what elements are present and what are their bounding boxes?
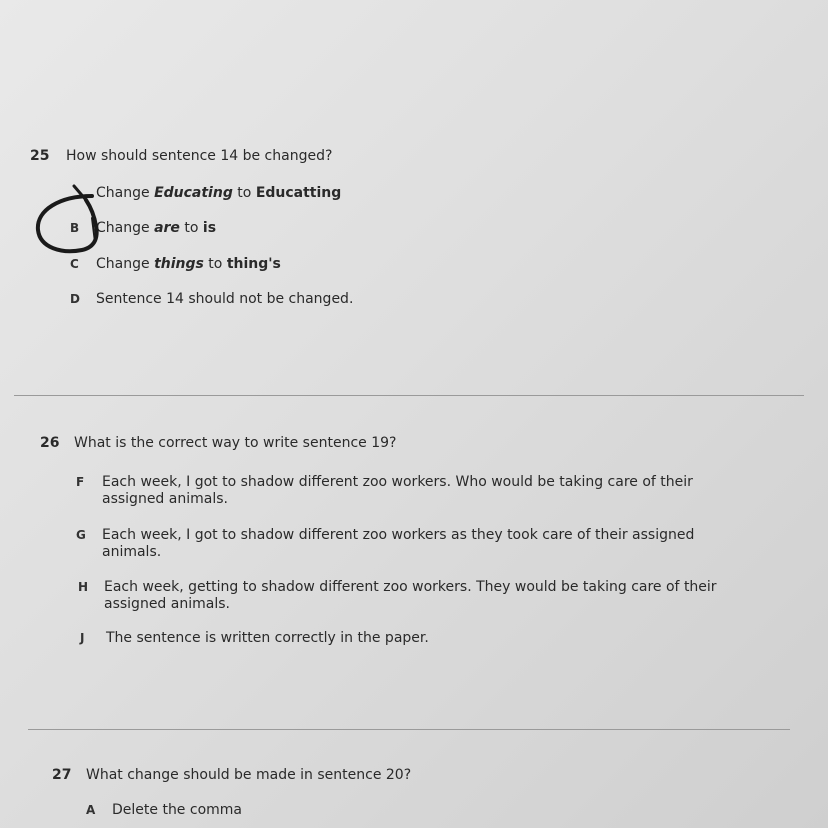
question-prompt: What is the correct way to write sentence 19?: [74, 435, 397, 451]
question-26-header: [40, 435, 396, 451]
option-letter: H: [78, 580, 89, 594]
option-text: Each week, I got to shadow different zoo workers. Who would be taking care of their assigned animals.: [102, 474, 693, 507]
question-number: 27: [52, 767, 72, 783]
question-27-header: [52, 767, 411, 783]
option-text: Change Educating to Educatting: [96, 185, 342, 201]
option-letter: J: [80, 631, 85, 645]
option-text: Each week, getting to shadow different zoo workers. They would be taking care of their assigned animals.: [104, 579, 717, 612]
question-prompt: How should sentence 14 be changed?: [66, 148, 333, 164]
option-letter: F: [76, 475, 85, 489]
question-number: 26: [40, 435, 60, 451]
option-letter: A: [86, 803, 96, 817]
option-text: Sentence 14 should not be changed.: [96, 291, 354, 307]
question-number: 25: [30, 148, 50, 164]
section-divider: [28, 729, 790, 730]
option-letter: D: [70, 292, 80, 306]
answer-option-h[interactable]: [78, 579, 728, 613]
answer-option-a[interactable]: [86, 802, 242, 818]
option-text: Each week, I got to shadow different zoo workers as they took care of their assigned animals.: [102, 527, 695, 560]
option-letter: B: [70, 221, 80, 235]
option-letter: C: [70, 257, 79, 271]
answer-option-f[interactable]: [76, 474, 726, 508]
option-text: Change are to is: [96, 220, 217, 236]
section-divider: [14, 395, 804, 396]
option-text: The sentence is written correctly in the paper.: [106, 630, 429, 646]
option-letter: G: [76, 528, 86, 542]
option-text: Delete the comma: [112, 802, 242, 818]
question-prompt: What change should be made in sentence 20?: [86, 767, 412, 783]
answer-option-j[interactable]: [80, 630, 730, 647]
option-text: Change things to thing's: [96, 256, 281, 272]
answer-option-g[interactable]: [76, 527, 726, 561]
